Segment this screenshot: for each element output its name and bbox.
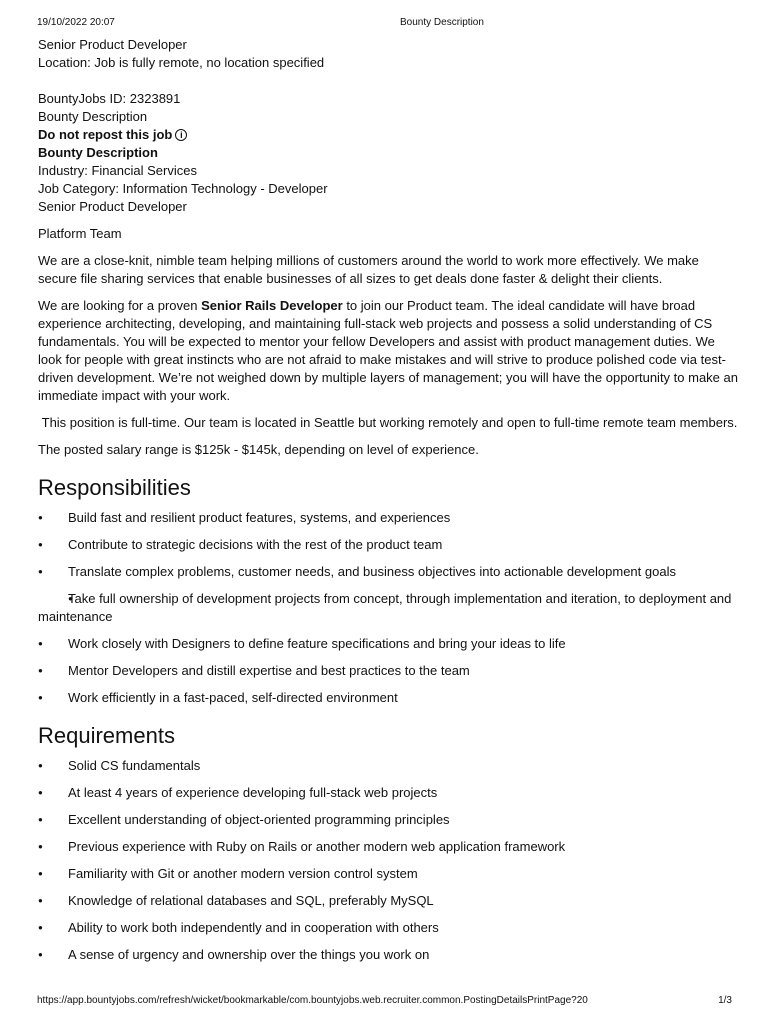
list-item: ● Solid CS fundamentals — [38, 757, 738, 775]
list-item: ● Build fast and resilient product features, systems, and experiences — [38, 509, 738, 527]
bounty-description-heading: Bounty Description — [38, 145, 158, 160]
print-datetime: 19/10/2022 20:07 — [37, 17, 115, 28]
document-body — [38, 36, 738, 973]
info-icon[interactable]: i — [175, 129, 187, 141]
print-page-title: Bounty Description — [400, 17, 484, 28]
bounty-description-label: Bounty Description — [38, 109, 148, 124]
team-name: Platform Team — [38, 226, 122, 241]
list-item: ● Mentor Developers and distill expertise and best practices to the team — [38, 662, 738, 680]
paragraph-salary: The posted salary range is $125k - $145k, depending on level of experience. — [38, 442, 479, 457]
paragraph-position — [38, 414, 738, 432]
paragraph-role-rest: to join our Product team. The ideal candidate will have broad experience architecting, developing, and maintaining full-stack web projects and possess a solid understanding of CS fundamentals. You will be expected to mentor your fellow Developers and assist with product management duties. We look for people with great instincts who are not afraid to make mistakes and will strive to produce polished code via test-driven development. We’re not weighed down by multiple layers of management; you will have the opportunity to make an immediate impact with your work. — [38, 298, 738, 403]
paragraph-role-start: We are looking for a proven — [38, 298, 202, 313]
job-title-repeat: Senior Product Developer — [38, 199, 187, 214]
print-url: https://app.bountyjobs.com/refresh/wicket/bookmarkable/com.bountyjobs.web.recruiter.common.PostingDetailsPrintPage?20 — [37, 995, 588, 1006]
list-item: ● Translate complex problems, customer needs, and business objectives into actionable development goals — [38, 563, 738, 581]
page-number: 1/3 — [718, 995, 732, 1006]
job-category: Job Category: Information Technology - Developer — [38, 181, 328, 196]
role-title-bold: Senior Rails Developer — [201, 298, 343, 313]
requirements-list — [38, 757, 738, 964]
list-item: ● Familiarity with Git or another modern version control system — [38, 865, 738, 883]
do-not-repost-text: Do not repost this job — [38, 127, 173, 142]
list-item: ● Ability to work both independently and in cooperation with others — [38, 919, 738, 937]
list-item: ● Contribute to strategic decisions with the rest of the product team — [38, 536, 738, 554]
do-not-repost-notice — [38, 126, 738, 144]
list-item: ● Excellent understanding of object-oriented programming principles — [38, 811, 738, 829]
job-location: Location: Job is fully remote, no location specified — [38, 55, 325, 70]
list-item: ● Take full ownership of development projects from concept, through implementation and iteration, to deployment and maintenance — [38, 590, 738, 626]
paragraph-position-text: This position is full-time. Our team is located in Seattle but working remotely and open to full-time remote team members. — [41, 415, 738, 430]
job-title: Senior Product Developer — [38, 37, 187, 52]
list-item: ● Work efficiently in a fast-paced, self-directed environment — [38, 689, 738, 707]
industry: Industry: Financial Services — [38, 163, 197, 178]
bountyjobs-id: BountyJobs ID: 2323891 — [38, 91, 181, 106]
list-item: ● Previous experience with Ruby on Rails or another modern web application framework — [38, 838, 738, 856]
responsibilities-list — [38, 509, 738, 707]
list-item: ● Work closely with Designers to define feature specifications and bring your ideas to life — [38, 635, 738, 653]
list-item: ● At least 4 years of experience developing full-stack web projects — [38, 784, 738, 802]
paragraph-intro: We are a close-knit, nimble team helping millions of customers around the world to work more effectively. We make secure file sharing services that enable businesses of all sizes to get deals done faster & delight their clients. — [38, 253, 699, 286]
requirements-heading: Requirements — [38, 723, 175, 748]
paragraph-role — [38, 297, 738, 405]
responsibilities-heading: Responsibilities — [38, 475, 191, 500]
list-item: ● Knowledge of relational databases and SQL, preferably MySQL — [38, 892, 738, 910]
list-item: ● A sense of urgency and ownership over the things you work on — [38, 946, 738, 964]
